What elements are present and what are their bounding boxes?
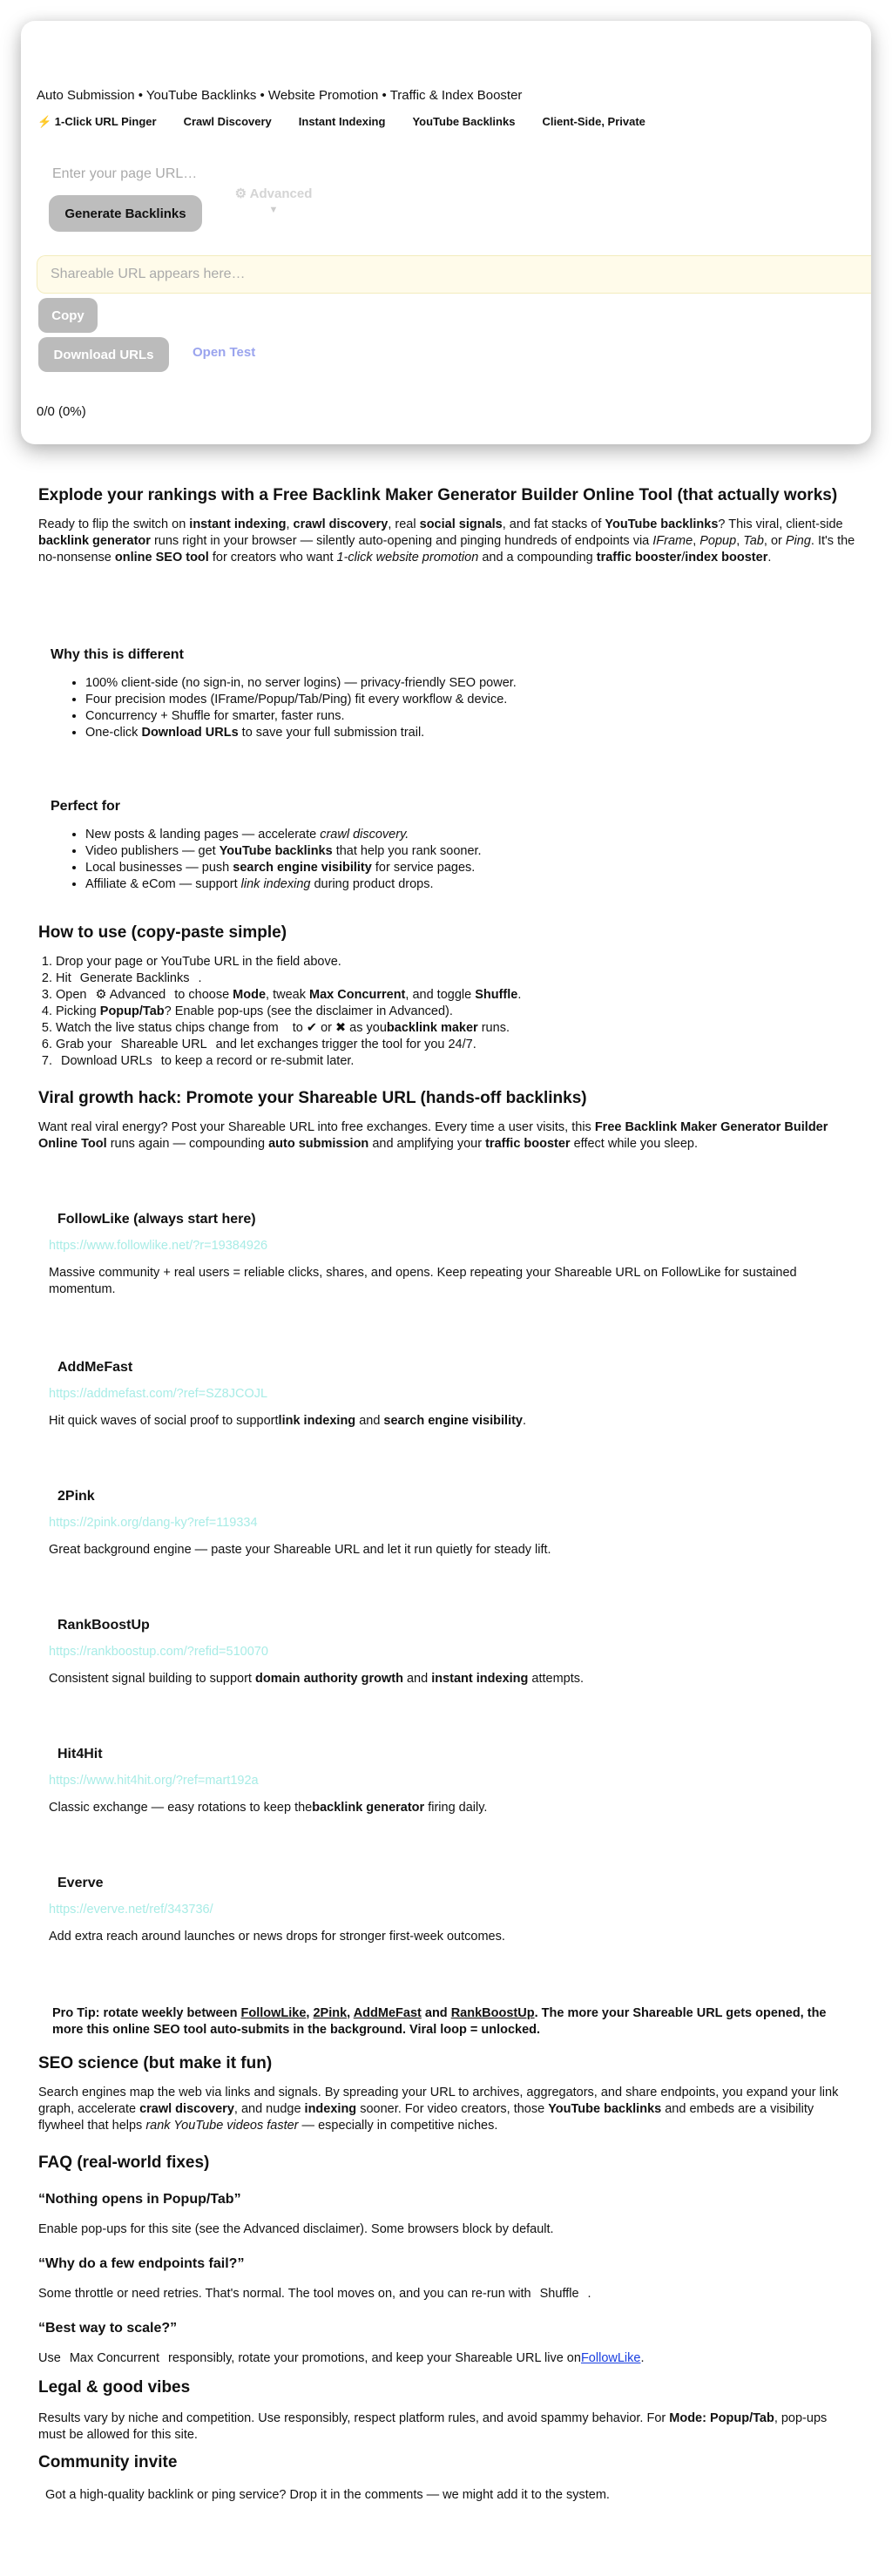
- copy-button[interactable]: Copy: [38, 298, 98, 333]
- step-item: 3. Open ⚙ Advanced to choose Mode, tweak Max Concurrent, and toggle Shuffle.: [56, 987, 857, 1004]
- faq-answer: Enable pop-ups for this site (see the Advanced disclaimer). Some browsers block by default.: [38, 2222, 554, 2236]
- faq-question: “Best way to scale?”: [38, 2321, 178, 2336]
- viral-title: Viral growth hack: Promote your Shareable URL (hands-off backlinks): [38, 1089, 587, 1107]
- exchange-name: FollowLike (always start here): [57, 1212, 256, 1227]
- legal-paragraph: Results vary by niche and competition. Use responsibly, respect platform rules, and avoid spammy behavior. For Mode: Popup/Tab, pop-ups must be allowed for this site.: [38, 2411, 828, 2442]
- step-item: 6. Grab your Shareable URL and let exchanges trigger the tool for you 24/7.: [56, 1037, 857, 1053]
- chip-crawl-discovery: Crawl Discovery: [183, 115, 272, 128]
- list-item: • Concurrency + Shuffle for smarter, faster runs.: [85, 708, 857, 725]
- intro-title: Explode your rankings with a Free Backlink Maker Generator Builder Online Tool (that actually works): [38, 486, 838, 504]
- why-different-title: Why this is different: [51, 647, 184, 662]
- exchange-desc: Hit quick waves of social proof to supportlink indexing and search engine visibility.: [49, 1414, 527, 1428]
- list-item: • Affiliate & eCom — support link indexing during product drops.: [85, 876, 857, 893]
- exchange-name: Everve: [57, 1876, 104, 1890]
- feature-chips: [30, 115, 665, 129]
- protip-link-2pink[interactable]: 2Pink: [313, 2006, 348, 2020]
- list-item: • Video publishers — get YouTube backlinks that help you rank sooner.: [85, 843, 857, 860]
- faq-question: “Nothing opens in Popup/Tab”: [38, 2192, 241, 2207]
- generate-backlinks-button[interactable]: Generate Backlinks: [49, 195, 202, 232]
- exchange-url[interactable]: https://www.followlike.net/?r=19384926: [49, 1239, 268, 1253]
- exchange-name: Hit4Hit: [57, 1747, 103, 1761]
- exchange-desc: Consistent signal building to support domain authority growth and instant indexing attempts.: [49, 1672, 585, 1686]
- exchange-addmefast: [49, 1359, 868, 1430]
- viral-paragraph: Want real viral energy? Post your Shareable URL into free exchanges. Every time a user visits, this Free Backlink Maker Generator Builder Online Tool runs again — compounding auto submission and amplifying your traffic booster effect while you sleep.: [38, 1120, 828, 1151]
- list-item: • Four precision modes (IFrame/Popup/Tab/Ping) fit every workflow & device.: [85, 692, 857, 708]
- step-item: 1. Drop your page or YouTube URL in the field above.: [56, 954, 857, 970]
- tool-tagline: Auto Submission • YouTube Backlinks • Website Promotion • Traffic & Index Booster: [37, 88, 523, 103]
- exchange-desc: Classic exchange — easy rotations to keep thebacklink generator firing daily.: [49, 1801, 488, 1815]
- exchange-desc: Great background engine — paste your Shareable URL and let it run quietly for steady lift.: [49, 1543, 551, 1557]
- exchange-name: AddMeFast: [57, 1360, 133, 1375]
- download-urls-button[interactable]: Download URLs: [38, 337, 169, 372]
- exchange-hit4hit: [49, 1746, 868, 1816]
- legal-section: [38, 2377, 857, 2444]
- why-different-section: [38, 646, 857, 741]
- exchange-rankboostup: [49, 1617, 868, 1687]
- step-item: 7. Download URLs to keep a record or re-submit later.: [56, 1053, 857, 1070]
- exchange-url[interactable]: https://everve.net/ref/343736/: [49, 1903, 213, 1917]
- pro-tip: Pro Tip: rotate weekly between FollowLike, 2Pink, AddMeFast and RankBoostUp. The more your Shareable URL gets opened, the more this online SEO tool auto-submits in the background. Viral loop = unlocked.: [52, 2006, 827, 2037]
- open-test-link[interactable]: Open Test: [193, 345, 256, 360]
- perfect-for-section: [38, 798, 857, 893]
- page-url-input[interactable]: [44, 159, 566, 190]
- how-to-section: [38, 922, 857, 1070]
- community-paragraph: Got a high-quality backlink or ping service? Drop it in the comments — we might add it to the system.: [45, 2488, 610, 2502]
- advanced-label: ⚙ Advanced: [234, 186, 313, 201]
- exchange-url[interactable]: https://rankboostup.com/?refid=510070: [49, 1645, 268, 1659]
- advanced-toggle[interactable]: [230, 186, 317, 218]
- chevron-down-icon: ▼: [268, 205, 279, 215]
- progress-counter: 0/0 (0%): [37, 404, 86, 419]
- chip-instant-indexing: Instant Indexing: [298, 115, 386, 128]
- seo-science-title: SEO science (but make it fun): [38, 2054, 273, 2072]
- chip-url-pinger: ⚡ 1-Click URL Pinger: [37, 115, 157, 128]
- faq-followlike-link[interactable]: FollowLike: [580, 2351, 641, 2365]
- how-to-title: How to use (copy-paste simple): [38, 923, 287, 942]
- seo-science-paragraph: Search engines map the web via links and signals. By spreading your URL to archives, aggregators, and share endpoints, you expand your link graph, accelerate crawl discovery, and nudge indexing sooner. For video creators, those YouTube backlinks and embeds are a visibility flywheel that helps rank YouTube videos faster — especially in competitive niches.: [38, 2086, 839, 2133]
- shareable-url-field[interactable]: [37, 255, 871, 294]
- faq-section: [38, 2152, 857, 2367]
- list-item: • Local businesses — push search engine visibility for service pages.: [85, 860, 857, 876]
- seo-science-section: [38, 2052, 857, 2134]
- viral-section: [38, 1087, 857, 1153]
- exchange-url[interactable]: https://addmefast.com/?ref=SZ8JCOJL: [49, 1387, 268, 1401]
- exchange-name: RankBoostUp: [57, 1618, 150, 1633]
- faq-answer: Some throttle or need retries. That's normal. The tool moves on, and you can re-run with Shuffle .: [38, 2287, 591, 2301]
- exchange-everve: [49, 1875, 868, 1945]
- list-item: • One-click Download URLs to save your full submission trail.: [85, 725, 857, 741]
- exchange-url[interactable]: https://2pink.org/dang-ky?ref=119334: [49, 1516, 258, 1530]
- exchange-2pink: [49, 1488, 868, 1558]
- faq-title: FAQ (real-world fixes): [38, 2153, 210, 2172]
- protip-link-addmefast[interactable]: AddMeFast: [353, 2006, 422, 2020]
- step-item: 4. Picking Popup/Tab? Enable pop-ups (see the disclaimer in Advanced).: [56, 1004, 857, 1020]
- perfect-for-title: Perfect for: [51, 799, 121, 814]
- legal-title: Legal & good vibes: [38, 2378, 191, 2397]
- faq-question: “Why do a few endpoints fail?”: [38, 2256, 245, 2271]
- step-item: 2. Hit Generate Backlinks .: [56, 970, 857, 987]
- step-item: 5. Watch the live status chips change from to ✔ or ✖ as youbacklink maker runs.: [56, 1020, 857, 1037]
- exchange-url[interactable]: https://www.hit4hit.org/?ref=mart192a: [49, 1774, 259, 1788]
- list-item: • New posts & landing pages — accelerate crawl discovery.: [85, 827, 857, 843]
- backlink-tool-card: [21, 21, 871, 444]
- exchange-desc: Add extra reach around launches or news drops for stronger first-week outcomes.: [49, 1930, 505, 1944]
- exchange-desc: Massive community + real users = reliable clicks, shares, and opens. Keep repeating your Shareable URL on FollowLike for sustained momentum.: [49, 1266, 797, 1296]
- chip-youtube-backlinks: YouTube Backlinks: [412, 115, 516, 128]
- chip-client-side: Client-Side, Private: [542, 115, 645, 128]
- exchange-name: 2Pink: [57, 1489, 95, 1504]
- list-item: • 100% client-side (no sign-in, no server logins) — privacy-friendly SEO power.: [85, 675, 857, 692]
- exchange-followlike: [49, 1211, 868, 1298]
- community-title: Community invite: [38, 2453, 178, 2471]
- faq-answer: Use Max Concurrent responsibly, rotate your promotions, and keep your Shareable URL live onFollowLike.: [38, 2351, 645, 2365]
- protip-link-followlike[interactable]: FollowLike: [240, 2006, 307, 2020]
- community-section: [38, 2451, 857, 2504]
- protip-link-rankboostup[interactable]: RankBoostUp: [450, 2006, 535, 2020]
- intro-paragraph: Ready to flip the switch on instant indexing, crawl discovery, real social signals, and fat stacks of YouTube backlinks? This viral, client-side backlink generator runs right in your browser — silently auto-opening and pinging hundreds of endpoints via IFrame, Popup, Tab, or Ping. It's the no-nonsense online SEO tool for creators who want 1-click website promotion and a compounding traffic booster/index booster.: [38, 517, 855, 565]
- shareable-url-placeholder: Shareable URL appears here…: [51, 267, 246, 281]
